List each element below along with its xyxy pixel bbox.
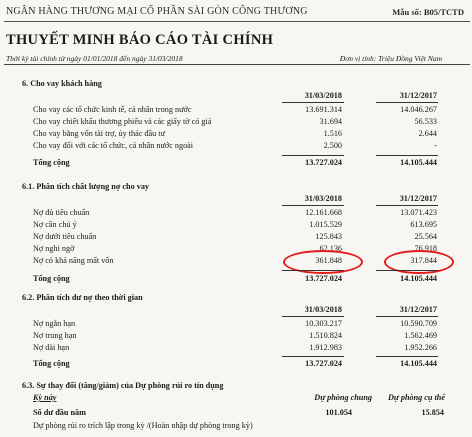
- total-rule: [376, 270, 438, 271]
- total-rule: [376, 356, 438, 357]
- table-row: [0, 141, 472, 152]
- total-rule: [376, 155, 438, 156]
- section-6-col1-underline: [282, 102, 344, 103]
- provision-movement-label: Dự phòng rủi ro trích lập trong kỳ /(Hoàn nhập dự phòng trong kỳ): [33, 421, 253, 430]
- section-6-2-col2-header: 31/12/2017: [399, 305, 437, 314]
- row-label: Nợ cần chú ý: [33, 220, 77, 229]
- value-2018: 1.912.983: [309, 343, 342, 352]
- table-row: [0, 244, 472, 255]
- section-6-1-col1-header: 31/03/2018: [304, 194, 342, 203]
- section-6-1-title: 6.1. Phân tích chất lượng nợ cho vay: [22, 182, 150, 191]
- value-2018: 31.694: [319, 117, 342, 126]
- total-label: Tổng cộng: [33, 274, 70, 283]
- section-6-3-title: 6.3. Sự thay đổi (tăng/giảm) của Dự phòng rủi ro tín dụng: [22, 381, 224, 390]
- row-label: Nợ dưới tiêu chuẩn: [33, 232, 97, 241]
- table-row: [0, 208, 472, 219]
- table-row: [0, 331, 472, 342]
- row-label: Cho vay các tổ chức kinh tế, cá nhân trong nước: [33, 105, 192, 114]
- section-6-2-col1-underline: [282, 316, 344, 317]
- section-6-1-col2-header: 31/12/2017: [399, 194, 437, 203]
- row-label: Nợ ngắn hạn: [33, 319, 76, 328]
- value-2018: 125.843: [315, 232, 342, 241]
- row-label: Nợ có khả năng mất vốn: [33, 256, 114, 265]
- section-6-1-col2-underline: [376, 205, 438, 206]
- provision-movement-row: [0, 421, 472, 432]
- value-2018: 12.161.668: [305, 208, 342, 217]
- value-2017: 14.046.267: [400, 105, 437, 114]
- row-label: Nợ dài hạn: [33, 343, 70, 352]
- row-label: Nợ nghi ngờ: [33, 244, 75, 253]
- specific-provision-value: 15.854: [421, 408, 444, 417]
- value-2018: 1.015.529: [309, 220, 342, 229]
- period-label: Kỳ này: [33, 393, 57, 402]
- value-2017: 2.644: [418, 129, 437, 138]
- total-label: Tổng cộng: [33, 359, 70, 368]
- bank-name: NGÂN HÀNG THƯƠNG MẠI CỔ PHẦN SÀI GÒN CÔNG THƯƠNG: [6, 6, 308, 17]
- total-label: Tổng cộng: [33, 158, 70, 167]
- value-2018: 1.516: [323, 129, 342, 138]
- value-2017: 10.590.709: [400, 319, 437, 328]
- table-row: [0, 343, 472, 354]
- total-2018: 13.727.024: [305, 359, 342, 368]
- total-rule: [282, 356, 344, 357]
- header-rule: [4, 21, 470, 22]
- reporting-period: Thời kỳ tài chính từ ngày 01/01/2018 đến ngày 31/03/2018: [6, 54, 183, 63]
- section-6-col2-underline: [376, 102, 438, 103]
- total-rule: [282, 155, 344, 156]
- value-2018: 2.500: [323, 141, 342, 150]
- specific-provision-header: Dự phòng cụ thể: [388, 393, 445, 402]
- row-label: Cho vay đối với các tổ chức, cá nhân nước ngoài: [33, 141, 194, 150]
- table-row: [0, 256, 472, 267]
- value-2017: 56.533: [414, 117, 437, 126]
- total-row: [0, 158, 472, 169]
- total-2017: 14.105.444: [400, 158, 437, 167]
- section-6-1-col1-underline: [282, 205, 344, 206]
- value-2018: 1.510.824: [309, 331, 342, 340]
- document-title: THUYẾT MINH BÁO CÁO TÀI CHÍNH: [6, 32, 274, 48]
- section-6-2-col1-header: 31/03/2018: [304, 305, 342, 314]
- total-2018: 13.727.024: [305, 274, 342, 283]
- section-6-col2-header: 31/12/2017: [399, 91, 437, 100]
- row-label: Nợ đủ tiêu chuẩn: [33, 208, 90, 217]
- row-label: Nợ trung hạn: [33, 331, 77, 340]
- value-2017: 76.918: [414, 244, 437, 253]
- value-2017: -: [434, 141, 437, 150]
- value-2017: 613.695: [410, 220, 437, 229]
- table-row: [0, 319, 472, 330]
- table-row: [0, 232, 472, 243]
- total-2017: 14.105.444: [400, 274, 437, 283]
- total-2018: 13.727.024: [305, 158, 342, 167]
- row-label: Cho vay bằng vốn tài trợ, ủy thác đầu tư: [33, 129, 166, 138]
- table-row: [0, 117, 472, 128]
- value-2018: 10.303.217: [305, 319, 342, 328]
- table-row: [0, 129, 472, 140]
- currency-unit: Đơn vị tính: Triệu Đồng Việt Nam: [339, 54, 442, 63]
- total-row: [0, 359, 472, 370]
- opening-balance-label: Số dư đầu năm: [33, 408, 86, 417]
- table-row: [0, 220, 472, 231]
- section-6-title: 6. Cho vay khách hàng: [22, 79, 102, 88]
- general-provision-header: Dự phòng chung: [314, 393, 372, 402]
- opening-balance-row: [0, 408, 472, 419]
- value-2018: 62.136: [319, 244, 342, 253]
- value-2018: 361.848: [315, 256, 342, 265]
- value-2018: 13.691.314: [305, 105, 342, 114]
- title-rule: [4, 64, 470, 65]
- value-2017: 317.844: [410, 256, 437, 265]
- section-6-2-title: 6.2. Phân tích dư nợ theo thời gian: [22, 293, 143, 302]
- total-2017: 14.105.444: [400, 359, 437, 368]
- section-6-3-header-row: [0, 393, 472, 404]
- form-code: Mẫu số: B05/TCTD: [392, 7, 464, 17]
- value-2017: 13.071.423: [400, 208, 437, 217]
- general-provision-value: 101.054: [325, 408, 352, 417]
- row-label: Cho vay chiết khấu thương phiếu và các giấy tờ có giá: [33, 117, 212, 126]
- table-row: [0, 105, 472, 116]
- value-2017: 25.564: [414, 232, 437, 241]
- total-rule: [282, 270, 344, 271]
- section-6-2-col2-underline: [376, 316, 438, 317]
- value-2017: 1.562.469: [404, 331, 437, 340]
- section-6-col1-header: 31/03/2018: [304, 91, 342, 100]
- value-2017: 1.952.266: [404, 343, 437, 352]
- total-row: [0, 274, 472, 285]
